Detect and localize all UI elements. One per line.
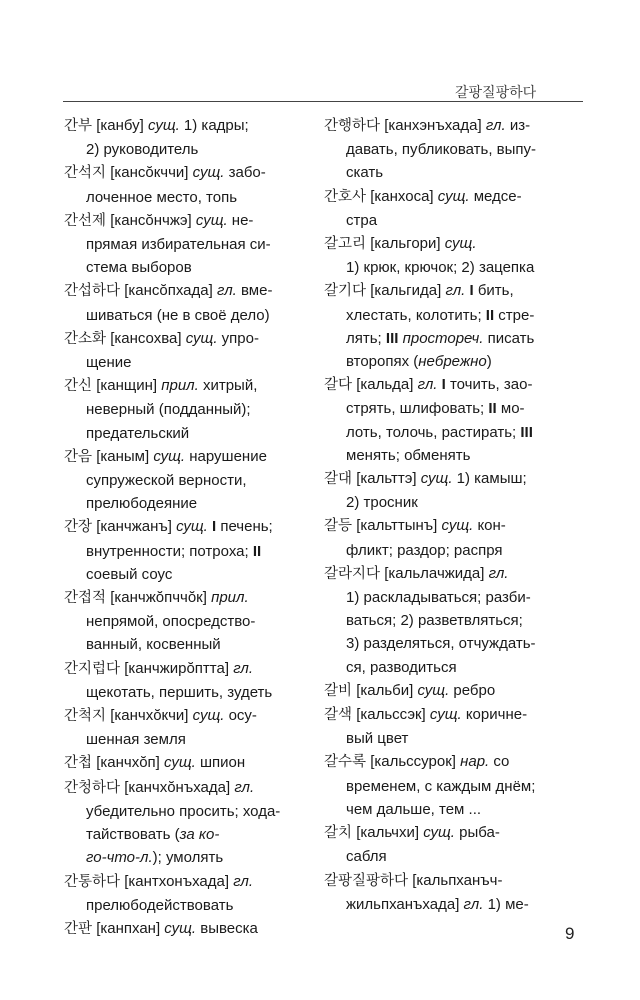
entry-headword: 갈고리 <box>324 236 367 253</box>
entry-headword: 간행하다 <box>324 118 381 134</box>
entry-transcription: [канхэнъхада] <box>384 117 482 134</box>
entry-transcription: [кансŏнчжэ] <box>110 211 192 229</box>
entry-headword: 갈라지다 <box>324 565 381 582</box>
definition-text: из- <box>509 117 531 134</box>
definition-text: супружеской верности, <box>86 472 247 490</box>
definition-text: точить, зао- <box>445 376 533 394</box>
definition-text: вывеска <box>200 919 258 937</box>
entry-headword: 갈기다 <box>324 283 367 300</box>
definition-text: прелюбодействовать <box>86 896 234 914</box>
definition-text: 1) камыш; <box>456 470 527 488</box>
definition-italic: простореч. <box>402 329 484 347</box>
definition-text: 1) раскладываться; разби- <box>346 589 531 607</box>
sense-number: I <box>441 376 446 394</box>
definition-text: шиваться (не в своё дело) <box>86 306 270 324</box>
definition-text: ванный, косвенный <box>86 636 221 654</box>
entry-transcription: [канчхŏп] <box>96 754 160 772</box>
dictionary-entry <box>64 657 312 704</box>
definition-text: прямая избирательная си- <box>86 236 271 254</box>
entry-headword: 갈등 <box>324 518 353 535</box>
entry-headword: 간장 <box>64 519 93 536</box>
grammar-label: гл. <box>233 872 254 890</box>
entry-headword: 간청하다 <box>64 779 121 796</box>
left-column <box>64 114 312 941</box>
entry-headword: 갈색 <box>324 707 353 724</box>
entry-transcription: [кантхонъхада] <box>124 872 230 890</box>
definition-text: со <box>493 753 510 771</box>
entry-transcription: [кальлачжида] <box>384 564 485 582</box>
grammar-label: гл. <box>216 282 237 300</box>
definition-italic: го-что-л. <box>86 849 153 867</box>
grammar-label: сущ. <box>153 447 186 465</box>
grammar-label: сущ. <box>164 919 197 937</box>
dictionary-entry <box>64 327 312 374</box>
definition-italic: за ко- <box>179 826 220 844</box>
grammar-label: гл. <box>488 564 509 582</box>
definition-text: хитрый, <box>202 377 258 395</box>
grammar-label: сущ. <box>164 754 196 772</box>
definition-text: ся, разводиться <box>346 658 457 676</box>
sense-number: II <box>252 542 262 560</box>
definition-text: 3) разделяться, отчуждать- <box>346 635 536 653</box>
entry-headword: 간섭하다 <box>64 283 121 300</box>
entry-headword: 간호사 <box>324 188 367 205</box>
sense-number: I <box>212 518 217 536</box>
definition-text: неверный (подданный); <box>86 401 251 419</box>
page-number: 9 <box>565 924 575 943</box>
definition-text: щение <box>86 354 132 372</box>
running-head: 갈팡질팡하다 <box>455 85 537 101</box>
definition-text: ); умолять <box>152 849 224 867</box>
sense-number: III <box>385 329 399 347</box>
dictionary-entry <box>64 209 312 280</box>
entry-transcription: [кальттэ] <box>356 470 417 488</box>
sense-number: III <box>520 423 533 441</box>
entry-transcription: [канчжŏпччŏк] <box>110 589 207 607</box>
grammar-label: сущ. <box>420 470 453 488</box>
dictionary-entry <box>324 869 572 916</box>
definition-text: 2) руководитель <box>86 141 199 159</box>
sense-number: I <box>469 282 474 300</box>
entry-headword: 갈다 <box>324 377 353 394</box>
entry-transcription: [канчхŏнъхада] <box>124 778 231 796</box>
dictionary-entry <box>324 114 572 185</box>
definition-text: рыба- <box>459 824 500 842</box>
definition-text: 1) кадры; <box>183 117 249 134</box>
entry-transcription: [кансŏкччи] <box>110 164 189 182</box>
dictionary-entry <box>324 279 572 373</box>
grammar-label: гл. <box>233 659 254 677</box>
definition-text: вый цвет <box>346 730 409 748</box>
entry-headword: 간선제 <box>64 212 107 229</box>
dictionary-entry <box>324 750 572 821</box>
entry-headword: 갈치 <box>324 825 353 842</box>
entry-transcription: [кансŏпхада] <box>124 282 213 300</box>
definition-text: печень; <box>216 518 273 536</box>
definition-text: стра <box>346 211 378 229</box>
definition-text: убедительно просить; хода- <box>86 802 281 820</box>
grammar-label: сущ. <box>429 706 462 724</box>
entry-headword: 간석지 <box>64 165 107 182</box>
definition-text: стрять, шлифовать; <box>346 400 489 418</box>
entry-transcription: [кальссурок] <box>370 753 456 771</box>
definition-text: коричне- <box>465 706 528 724</box>
entry-transcription: [кальпханъч- <box>412 871 503 889</box>
entry-transcription: [кальттынъ] <box>356 517 438 535</box>
dictionary-entry <box>64 279 312 326</box>
grammar-label: сущ. <box>185 329 218 347</box>
entry-transcription: [канбу] <box>96 117 144 134</box>
dictionary-entry <box>64 374 312 445</box>
grammar-label: сущ. <box>437 187 470 205</box>
entry-headword: 간척지 <box>64 708 107 725</box>
definition-text: медсе- <box>473 187 522 205</box>
entry-headword: 간부 <box>64 118 93 134</box>
entry-headword: 갈팡질팡하다 <box>324 872 409 889</box>
grammar-label: сущ. <box>423 824 455 842</box>
definition-text: временем, с каждым днём; <box>346 777 536 795</box>
dictionary-entry <box>64 515 312 586</box>
entry-transcription: [кальчхи] <box>356 824 420 842</box>
definition-text: тайствовать ( <box>86 826 180 844</box>
dictionary-entry <box>64 161 312 208</box>
entry-headword: 간지럽다 <box>64 660 121 677</box>
definition-text: мо- <box>496 400 525 418</box>
header-rule <box>63 101 583 102</box>
entry-transcription: [канчжирŏптта] <box>124 659 230 677</box>
entry-headword: 갈수록 <box>324 754 367 771</box>
definition-text: лоть, толочь, растирать; <box>346 423 521 441</box>
definition-text: хлестать, колотить; <box>346 306 486 324</box>
entry-transcription: [кальссэк] <box>356 706 426 724</box>
definition-text: ) <box>486 353 492 371</box>
definition-text: скать <box>346 164 384 182</box>
definition-text: стема выборов <box>86 259 192 277</box>
grammar-label: сущ. <box>192 164 225 182</box>
entry-headword: 간첩 <box>64 755 93 772</box>
sense-number: II <box>485 306 495 324</box>
entry-headword: 간통하다 <box>64 873 121 890</box>
grammar-label: сущ. <box>176 518 208 536</box>
entry-transcription: [канхоса] <box>370 187 434 205</box>
entry-transcription: [кансохва] <box>110 329 182 347</box>
definition-text: сабля <box>346 848 387 866</box>
grammar-label: сущ. <box>147 117 180 134</box>
dictionary-entry <box>64 751 312 775</box>
definition-text: ваться; 2) разветвляться; <box>346 612 523 630</box>
definition-italic: небрежно <box>418 353 487 371</box>
grammar-label: гл. <box>417 376 438 394</box>
entry-transcription: [кальгида] <box>370 282 442 300</box>
dictionary-entry <box>324 373 572 467</box>
dictionary-entry <box>324 679 572 703</box>
grammar-label: сущ. <box>444 235 477 253</box>
definition-text: упро- <box>221 329 259 347</box>
grammar-label: гл. <box>463 895 484 913</box>
definition-text: прелюбодеяние <box>86 495 198 513</box>
dictionary-entry <box>64 776 312 870</box>
definition-text: фликт; раздор; распря <box>346 541 503 559</box>
definition-text: бить, <box>473 282 514 300</box>
definition-text: 2) тросник <box>346 494 418 512</box>
grammar-label: прил. <box>211 589 249 607</box>
dictionary-entry <box>324 703 572 750</box>
definition-text: 1) ме- <box>487 895 529 913</box>
definition-text: второпях ( <box>346 353 419 371</box>
entry-transcription: [канчжанъ] <box>96 518 172 536</box>
entry-headword: 간판 <box>64 920 93 937</box>
dictionary-entry <box>64 704 312 751</box>
entry-transcription: [каным] <box>96 447 150 465</box>
dictionary-entry <box>324 232 572 279</box>
entry-headword: 간신 <box>64 378 93 395</box>
definition-text: лять; <box>346 329 386 347</box>
dictionary-entry <box>64 917 312 941</box>
definition-text: не- <box>231 211 254 229</box>
definition-text: менять; обменять <box>346 446 471 464</box>
entry-transcription: [канчхŏкчи] <box>110 707 189 725</box>
grammar-label: гл. <box>485 117 506 134</box>
entry-headword: 갈대 <box>324 471 353 488</box>
entry-transcription: [канпхан] <box>96 919 161 937</box>
dictionary-entry <box>324 185 572 232</box>
entry-headword: 갈비 <box>324 682 353 699</box>
definition-text: вме- <box>241 282 273 300</box>
definition-text: ребро <box>453 681 496 699</box>
definition-text: нарушение <box>189 447 267 465</box>
grammar-label: гл. <box>445 282 466 300</box>
definition-text: предательский <box>86 424 190 442</box>
right-column <box>324 114 572 916</box>
definition-text: шпион <box>199 754 246 772</box>
entry-headword: 간접적 <box>64 590 107 607</box>
dictionary-entry <box>64 870 312 917</box>
definition-text: осу- <box>228 707 257 725</box>
definition-text: давать, публиковать, выпу- <box>346 141 537 159</box>
definition-text: писать <box>483 329 535 347</box>
definition-text: чем дальше, тем ... <box>346 800 482 818</box>
entry-transcription: [канщин] <box>96 377 158 395</box>
definition-text: шенная земля <box>86 731 186 749</box>
entry-transcription: [кальда] <box>356 376 414 394</box>
grammar-label: сущ. <box>192 707 225 725</box>
grammar-label: гл. <box>234 778 255 796</box>
definition-text: щекотать, першить, зудеть <box>86 683 273 701</box>
entry-transcription: [кальби] <box>356 681 414 699</box>
dictionary-entry <box>324 821 572 868</box>
grammar-label: сущ. <box>195 211 228 229</box>
sense-number: II <box>488 400 497 418</box>
dictionary-entry <box>64 114 312 161</box>
dictionary-entry <box>64 586 312 657</box>
definition-text: 1) крюк, крючок; 2) зацепка <box>346 259 535 277</box>
grammar-label: прил. <box>161 377 199 395</box>
entry-transcription: [кальгори] <box>370 235 441 253</box>
dictionary-entry <box>324 562 572 679</box>
grammar-label: сущ. <box>417 681 450 699</box>
dictionary-entry <box>324 514 572 561</box>
dictionary-entry <box>64 445 312 516</box>
definition-text: забо- <box>228 164 266 182</box>
definition-text: кон- <box>477 517 506 535</box>
definition-text: соевый соус <box>86 565 173 583</box>
definition-text: внутренности; потроха; <box>86 542 253 560</box>
grammar-label: сущ. <box>441 517 474 535</box>
definition-text: непрямой, опосредство- <box>86 613 256 631</box>
dictionary-entry <box>324 467 572 514</box>
entry-headword: 간소화 <box>64 330 107 347</box>
grammar-label: нар. <box>460 753 490 771</box>
entry-headword: 간음 <box>64 448 93 465</box>
entry-transcription-cont: жильпханъхада] <box>346 895 460 913</box>
definition-text: лоченное место, топь <box>86 188 238 206</box>
definition-text: стре- <box>494 306 535 324</box>
